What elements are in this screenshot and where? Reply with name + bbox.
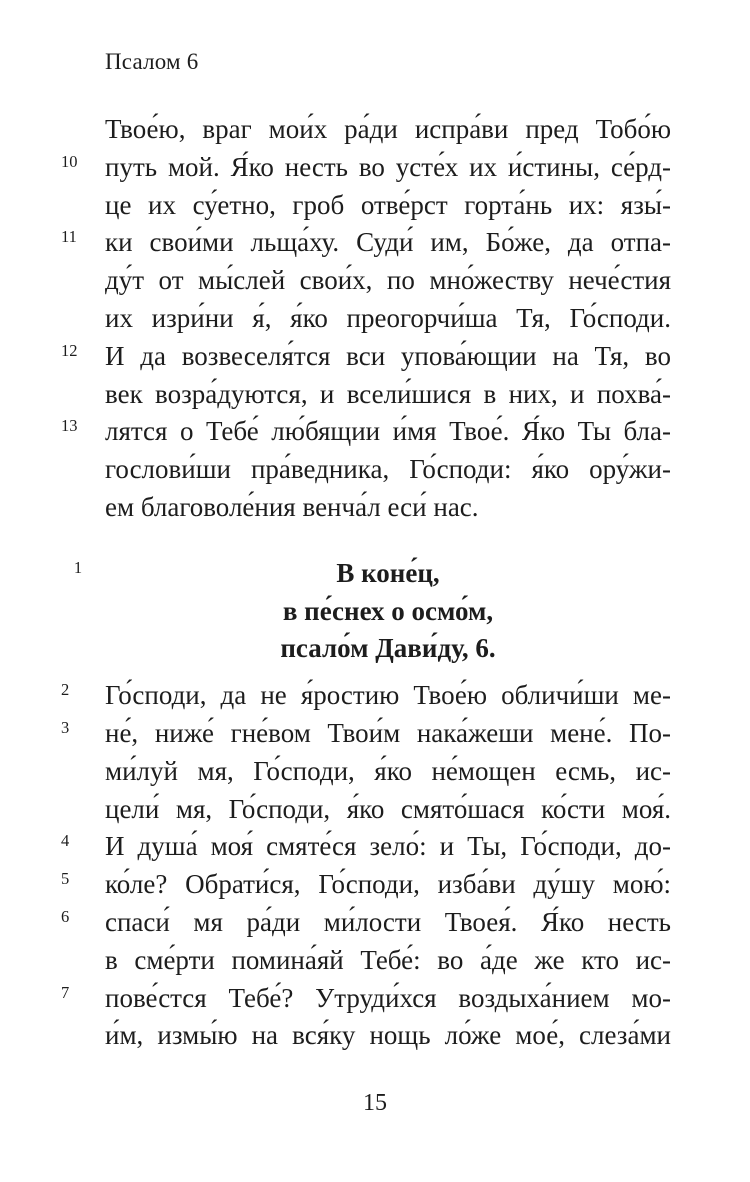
verse-number: 10 [61,151,78,171]
verse-text: их изри́ни я́, я́ко преогорчи́ша Тя, Го́споди. [105,302,671,333]
verse-number: 13 [61,416,78,436]
verse-number: 2 [61,680,70,700]
verse-text: пове́стся Тебе́? Утруди́хся воздыха́нием мо- [105,982,671,1013]
verse-text: путь мой. Я́ко несть во усте́х их и́стины, се́рд- [105,151,671,182]
text-line [61,904,671,942]
text-line [105,1017,671,1055]
text-line [61,980,671,1018]
text-line [61,149,671,187]
text-line [61,715,671,753]
text-line [105,300,671,338]
verse-number: 4 [61,831,70,851]
text-line [105,791,671,829]
verse-text: и́м, измы́ю на вся́ку нощь ло́же мое́, слеза́ми [105,1020,671,1051]
page-number: 15 [363,1090,387,1116]
verse-number: 7 [61,982,70,1002]
verse-text: ем благоволе́ния венча́л еси́ нас. [105,491,479,522]
text-line [61,866,671,904]
verse-text: спаси́ мя ра́ди ми́лости Твоея́. Я́ко несть [105,906,671,937]
text-line [61,828,671,866]
verse-text: Твое́ю, враг мои́х ра́ди испра́ви пред Тобо́ю [105,114,671,144]
verse-text: лятся о Тебе́ лю́бящии и́мя Твое́. Я́ко Ты бла- [105,416,671,447]
verse-number: 1 [73,557,83,577]
verse-text: в пе́снех о осмо́м, [282,595,494,626]
verse-text: ми́луй мя, Го́споди, я́ко не́мощен есмь, ис- [105,755,671,786]
text-line [73,555,671,593]
verse-text: И душа́ моя́ смяте́ся зело́: и Ты, Го́споди, до- [105,831,671,862]
verse-text: це их су́етно, гроб отве́рст горта́нь их: язы́- [105,189,671,220]
psalm-heading [73,555,671,668]
verse-text: ки свои́ми льща́ху. Суди́ им, Бо́же, да отпа- [105,227,671,258]
verse-text: И да возвеселя́тся вси упова́ющии на Тя, во [105,340,671,371]
text-line [61,413,671,451]
text-line [105,376,671,414]
text-line [105,942,671,980]
text-line [105,111,671,149]
psalm-text [61,111,671,1055]
verse-text: Го́споди, да не я́ростию Твое́ю обличи́ши ме- [105,680,671,711]
text-line [105,630,671,668]
verse-text: В коне́ц, [336,557,440,588]
verse-text: не́, ниже́ гне́вом Твои́м нака́жеши мене́. По- [105,717,671,748]
paragraph-psalm-end [61,111,671,527]
text-line [105,489,671,527]
verse-number: 11 [61,227,77,247]
verse-text: гослови́ши пра́ведника, Го́споди: я́ко ору́жи- [105,454,671,485]
verse-text: в сме́рти помина́яй Тебе́: во а́де же кто ис- [105,944,671,975]
paragraph-psalm-6 [61,677,671,1055]
text-line [105,593,671,631]
running-header: Псалом 6 [105,49,199,74]
verse-text: ко́ле? Обрати́ся, Го́споди, изба́ви ду́шу мою́: [105,869,671,900]
verse-number: 5 [61,869,70,889]
verse-number: 6 [61,906,70,926]
verse-text: ду́т от мы́слей свои́х, по мно́жеству нече́стия [105,265,671,296]
verse-text: век возра́дуются, и всели́шися в них, и похва́- [105,378,671,409]
text-line [105,187,671,225]
text-line [61,338,671,376]
text-line [105,451,671,489]
text-line [61,677,671,715]
verse-text: цели́ мя, Го́споди, я́ко смято́шася ко́сти моя́. [105,793,671,824]
text-line [105,262,671,300]
verse-number: 12 [61,340,78,360]
text-line [105,753,671,791]
verse-number: 3 [61,717,70,737]
text-line [61,224,671,262]
verse-text: псало́м Дави́ду, 6. [280,633,496,664]
